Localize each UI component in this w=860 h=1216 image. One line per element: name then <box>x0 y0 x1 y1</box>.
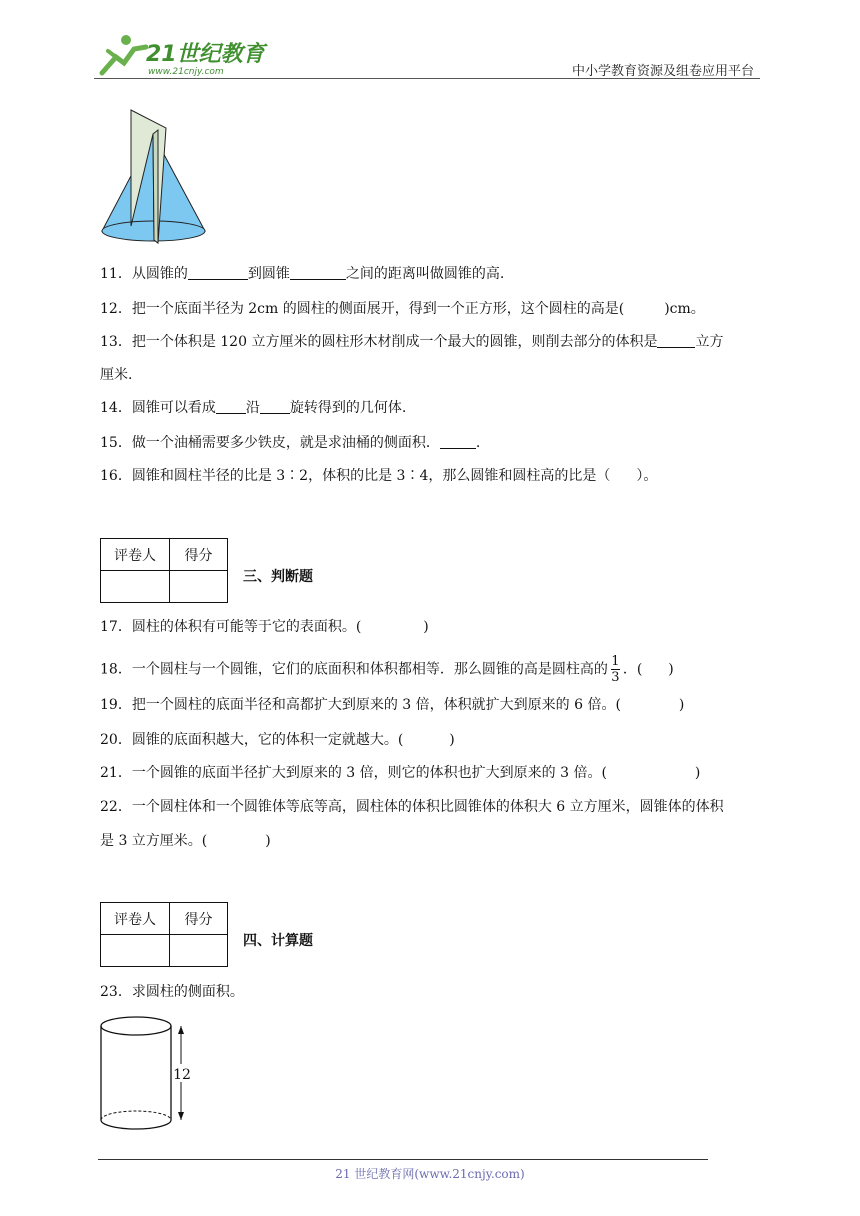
header-divider <box>94 78 760 79</box>
cylinder-figure <box>98 1012 198 1136</box>
question-15: 15．做一个油桶需要多少铁皮，就是求油桶的侧面积． . <box>100 435 481 451</box>
score-header: 得分 <box>170 903 228 935</box>
question-19: 19．把一个圆柱的底面半径和高都扩大到原来的 3 倍，体积就扩大到原来的 6 倍。( ) <box>100 697 685 713</box>
logo-main-text: 21世纪教育 <box>146 42 265 67</box>
question-14: 14．圆锥可以看成 沿 旋转得到的几何体. <box>100 400 407 416</box>
cone-section-figure <box>98 106 210 246</box>
answer-blank[interactable] <box>290 265 346 280</box>
grader-cell[interactable] <box>101 571 170 603</box>
grader-header: 评卷人 <box>101 903 170 935</box>
question-20: 20．圆锥的底面积越大，它的体积一定就越大。( ) <box>100 732 455 748</box>
score-header: 得分 <box>170 539 228 571</box>
question-16: 16．圆锥和圆柱半径的比是 3∶2，体积的比是 3∶4，那么圆锥和圆柱高的比是（ ）。 <box>100 468 658 484</box>
question-13: 13．把一个体积是 120 立方厘米的圆柱形木材削成一个最大的圆锥，则削去部分的体积是 立方 <box>100 334 724 350</box>
answer-blank[interactable] <box>260 399 290 414</box>
fraction-one-third: $\frac{1}{3}$ <box>611 654 620 685</box>
question-22: 22．一个圆柱体和一个圆锥体等底等高，圆柱体的体积比圆锥体的体积大 6 立方厘米，圆锥体的体积 <box>100 799 724 815</box>
logo-sub-text: www.21cnjy.com <box>148 67 224 77</box>
question-13-line2: 厘米. <box>100 367 133 383</box>
logo-21cnjy <box>94 33 269 77</box>
footer-text[interactable]: 21 世纪教育网(www.21cnjy.com) <box>335 1167 525 1181</box>
score-table <box>100 538 228 603</box>
question-17: 17．圆柱的体积有可能等于它的表面积。( ) <box>100 619 429 635</box>
answer-blank[interactable] <box>657 333 695 348</box>
section-title-judgment: 三、判断题 <box>243 569 313 585</box>
footer-divider <box>98 1159 708 1160</box>
height-label: 12 <box>173 1067 191 1083</box>
section-title-calculation: 四、计算题 <box>243 933 313 949</box>
question-21: 21．一个圆锥的底面半径扩大到原来的 3 倍，则它的体积也扩大到原来的 3 倍。( ) <box>100 765 701 781</box>
question-22-line2: 是 3 立方厘米。( ) <box>100 833 271 849</box>
grader-header: 评卷人 <box>101 539 170 571</box>
runner-icon <box>102 35 146 73</box>
answer-blank[interactable] <box>440 434 476 449</box>
question-11: 11．从圆锥的 到圆锥 之间的距离叫做圆锥的高. <box>100 266 505 282</box>
question-12: 12．把一个底面半径为 2cm 的圆柱的侧面展开，得到一个正方形，这个圆柱的高是( )cm。 <box>100 301 705 317</box>
answer-blank[interactable] <box>188 265 248 280</box>
header-platform-text: 中小学教育资源及组卷应用平台 <box>571 64 754 79</box>
grader-cell[interactable] <box>101 935 170 967</box>
score-cell[interactable] <box>170 935 228 967</box>
score-table <box>100 902 228 967</box>
score-cell[interactable] <box>170 571 228 603</box>
question-18: 18．一个圆柱与一个圆锥，它们的底面积和体积都相等．那么圆锥的高是圆柱高的 $\frac{1}{3}$ ．( ) <box>100 654 674 685</box>
answer-blank[interactable] <box>216 399 246 414</box>
question-23: 23．求圆柱的侧面积。 <box>100 984 244 1000</box>
